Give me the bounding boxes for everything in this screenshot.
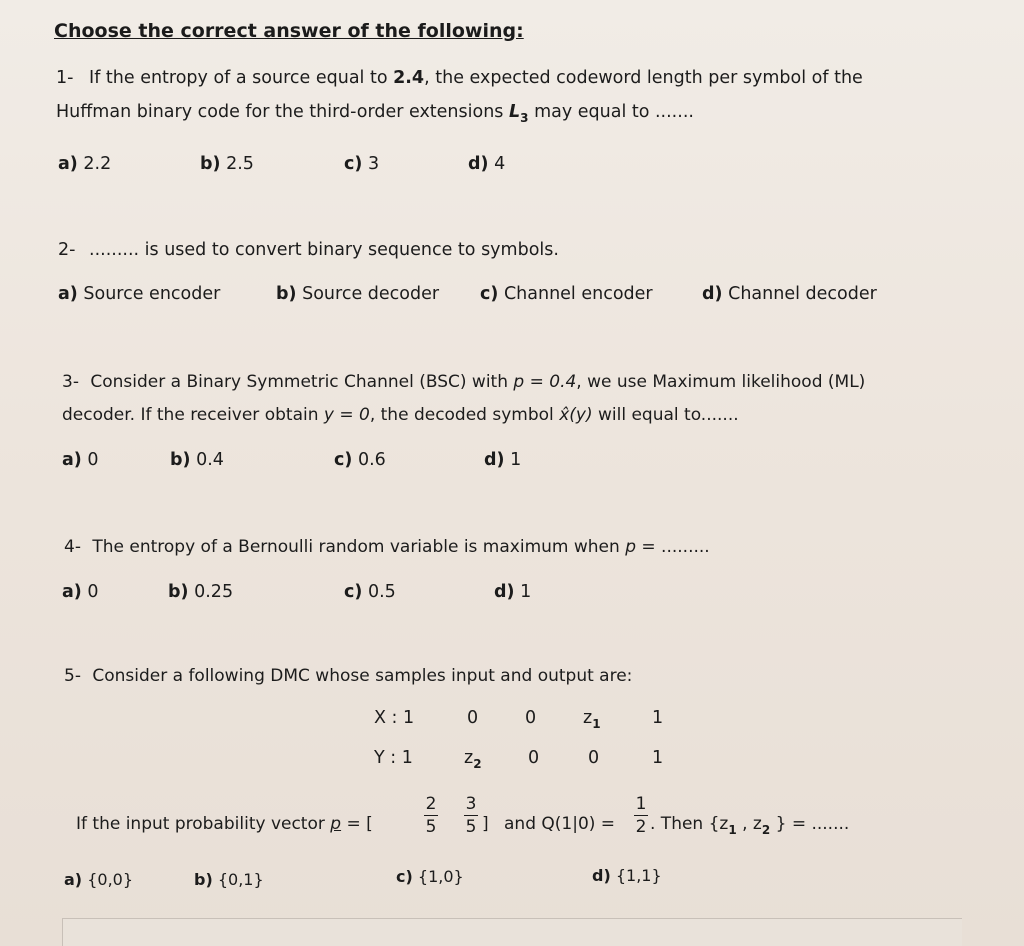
option-text: 4: [494, 154, 506, 174]
option-text: {0,0}: [87, 870, 134, 889]
question-1-text-a: If the entropy of a source equal to: [89, 68, 394, 88]
question-5-condition-text: [76, 814, 373, 834]
question-4-option-d[interactable]: [494, 582, 531, 602]
option-label: b): [194, 870, 213, 889]
option-text: 0: [87, 582, 99, 602]
condition-pre: If the input probability vector: [76, 814, 331, 834]
question-5-text: Consider a following DMC whose samples input and output are:: [92, 666, 633, 686]
option-text: {1,0}: [417, 867, 464, 886]
z-subscript: 2: [761, 823, 771, 837]
question-3-text-b: , we use Maximum likelihood (ML): [576, 372, 866, 392]
fraction-numerator: 2: [425, 794, 437, 814]
fraction-1-2: [634, 794, 648, 837]
dmc-x-label: X : 1: [374, 708, 415, 728]
question-2-line: [58, 240, 559, 260]
then-post: } = .......: [770, 814, 850, 834]
question-3-line-1: [62, 372, 865, 392]
question-1-text-d: may equal to .......: [528, 102, 694, 122]
question-3-text-a: Consider a Binary Symmetric Channel (BSC) with: [90, 372, 514, 392]
question-3-option-c[interactable]: [334, 450, 386, 470]
option-label: b): [168, 582, 189, 602]
option-label: b): [276, 284, 297, 304]
question-5-option-d[interactable]: [592, 866, 662, 885]
option-label: c): [334, 450, 353, 470]
question-2-option-b[interactable]: [276, 284, 439, 304]
option-label: c): [344, 154, 363, 174]
option-text: 0.4: [196, 450, 224, 470]
z-subscript: 2: [473, 757, 482, 771]
question-3-option-b[interactable]: [170, 450, 224, 470]
question-1-subscript: 3: [520, 111, 529, 125]
question-1-option-a[interactable]: [58, 154, 111, 174]
q-condition: and Q(1|0) =: [504, 814, 616, 834]
dmc-y-value: 0: [528, 748, 540, 768]
dmc-y-value: 1: [652, 748, 664, 768]
option-label: a): [62, 582, 82, 602]
question-3-decoded-symbol: x̂(y): [559, 405, 593, 425]
question-5-option-b[interactable]: [194, 870, 264, 889]
option-label: a): [58, 154, 78, 174]
condition-equals: = [: [341, 814, 373, 834]
option-label: d): [468, 154, 489, 174]
bracket-close: ]: [482, 814, 489, 834]
fraction-numerator: 3: [465, 794, 477, 814]
question-4-number: 4-: [64, 537, 81, 557]
question-3-y-value: y = 0: [323, 405, 370, 425]
z-symbol: z: [583, 708, 593, 728]
option-label: b): [170, 450, 191, 470]
question-3-option-a[interactable]: [62, 450, 99, 470]
dmc-x-z1: [583, 708, 601, 731]
option-text: 1: [510, 450, 522, 470]
option-text: Channel encoder: [503, 284, 653, 304]
question-1-number: 1-: [56, 68, 74, 88]
option-text: 2.2: [83, 154, 112, 174]
fraction-numerator: 1: [635, 794, 647, 814]
then-text: . Then {z: [650, 814, 729, 834]
option-label: d): [702, 284, 723, 304]
bottom-page-edge: [62, 918, 962, 946]
question-1-option-c[interactable]: [344, 154, 379, 174]
probability-vector-symbol: p: [330, 814, 342, 834]
option-text: 0.6: [357, 450, 386, 470]
z-subscript: 1: [728, 823, 737, 837]
option-text: Source encoder: [83, 284, 221, 304]
page-title: Choose the correct answer of the following:: [54, 20, 524, 42]
question-3-p-value: p = 0.4: [513, 372, 577, 392]
question-3-option-d[interactable]: [484, 450, 521, 470]
fraction-denominator: 2: [635, 817, 647, 837]
fraction-2-5: [424, 794, 438, 837]
question-1-line-2: [56, 102, 694, 125]
option-label: a): [62, 450, 82, 470]
option-label: a): [64, 870, 83, 889]
option-text: 2.5: [226, 154, 254, 174]
option-text: 1: [520, 582, 532, 602]
option-label: d): [494, 582, 515, 602]
option-label: c): [396, 867, 413, 886]
option-label: a): [58, 284, 78, 304]
question-4-line: [64, 537, 710, 557]
option-text: Channel decoder: [728, 284, 877, 304]
fraction-3-5: [464, 794, 478, 837]
dmc-x-value: 1: [652, 708, 664, 728]
question-4-p-symbol: p =: [625, 537, 656, 557]
dmc-y-label: Y : 1: [374, 748, 413, 768]
dmc-x-value: 0: [467, 708, 479, 728]
dmc-x-value: 0: [525, 708, 537, 728]
fraction-denominator: 5: [425, 817, 437, 837]
question-1-text-c: Huffman binary code for the third-order extensions: [56, 102, 509, 122]
z-subscript: 1: [592, 717, 601, 731]
dmc-y-value: 0: [588, 748, 600, 768]
question-1-option-b[interactable]: [200, 154, 254, 174]
question-2-option-d[interactable]: [702, 284, 877, 304]
question-3-number: 3-: [62, 372, 79, 392]
question-1-symbol: L: [508, 102, 521, 122]
dmc-y-z2: [464, 748, 482, 771]
then-mid: , z: [736, 814, 762, 834]
question-3-text-c: decoder. If the receiver obtain: [62, 405, 324, 425]
question-5-then: [650, 814, 850, 837]
question-2-number: 2-: [58, 240, 76, 260]
option-text: 3: [367, 154, 380, 174]
option-label: d): [484, 450, 505, 470]
question-4-text-a: The entropy of a Bernoulli random variable is maximum when: [92, 537, 626, 557]
question-3-line-2: [62, 405, 739, 425]
question-4-text-b: .........: [655, 537, 710, 557]
question-5-option-a[interactable]: [64, 870, 133, 889]
option-label: c): [480, 284, 499, 304]
question-1-option-d[interactable]: [468, 154, 505, 174]
option-label: d): [592, 866, 611, 885]
fraction-denominator: 5: [465, 817, 477, 837]
question-5-number: 5-: [64, 666, 81, 686]
question-4-option-a[interactable]: [62, 582, 99, 602]
question-5-option-c[interactable]: [396, 867, 464, 886]
question-2-option-a[interactable]: [58, 284, 220, 304]
option-text: {1,1}: [615, 866, 662, 885]
question-3-text-e: will equal to.......: [592, 405, 739, 425]
question-3-text-d: , the decoded symbol: [369, 405, 560, 425]
z-symbol: z: [464, 748, 474, 768]
question-5-line: [64, 666, 632, 686]
question-1-text-b: , the expected codeword length per symbol of the: [424, 68, 863, 88]
question-4-option-c[interactable]: [344, 582, 396, 602]
question-2-option-c[interactable]: [480, 284, 653, 304]
option-text: 0.25: [194, 582, 234, 602]
question-1-line-1: [56, 68, 863, 88]
option-text: {0,1}: [217, 870, 264, 889]
question-1-entropy-value: 2.4: [393, 68, 425, 88]
option-label: c): [344, 582, 363, 602]
option-label: b): [200, 154, 221, 174]
option-text: 0.5: [367, 582, 396, 602]
option-text: 0: [87, 450, 99, 470]
question-2-text: ......... is used to convert binary sequence to symbols.: [89, 240, 559, 260]
question-4-option-b[interactable]: [168, 582, 233, 602]
option-text: Source decoder: [302, 284, 440, 304]
